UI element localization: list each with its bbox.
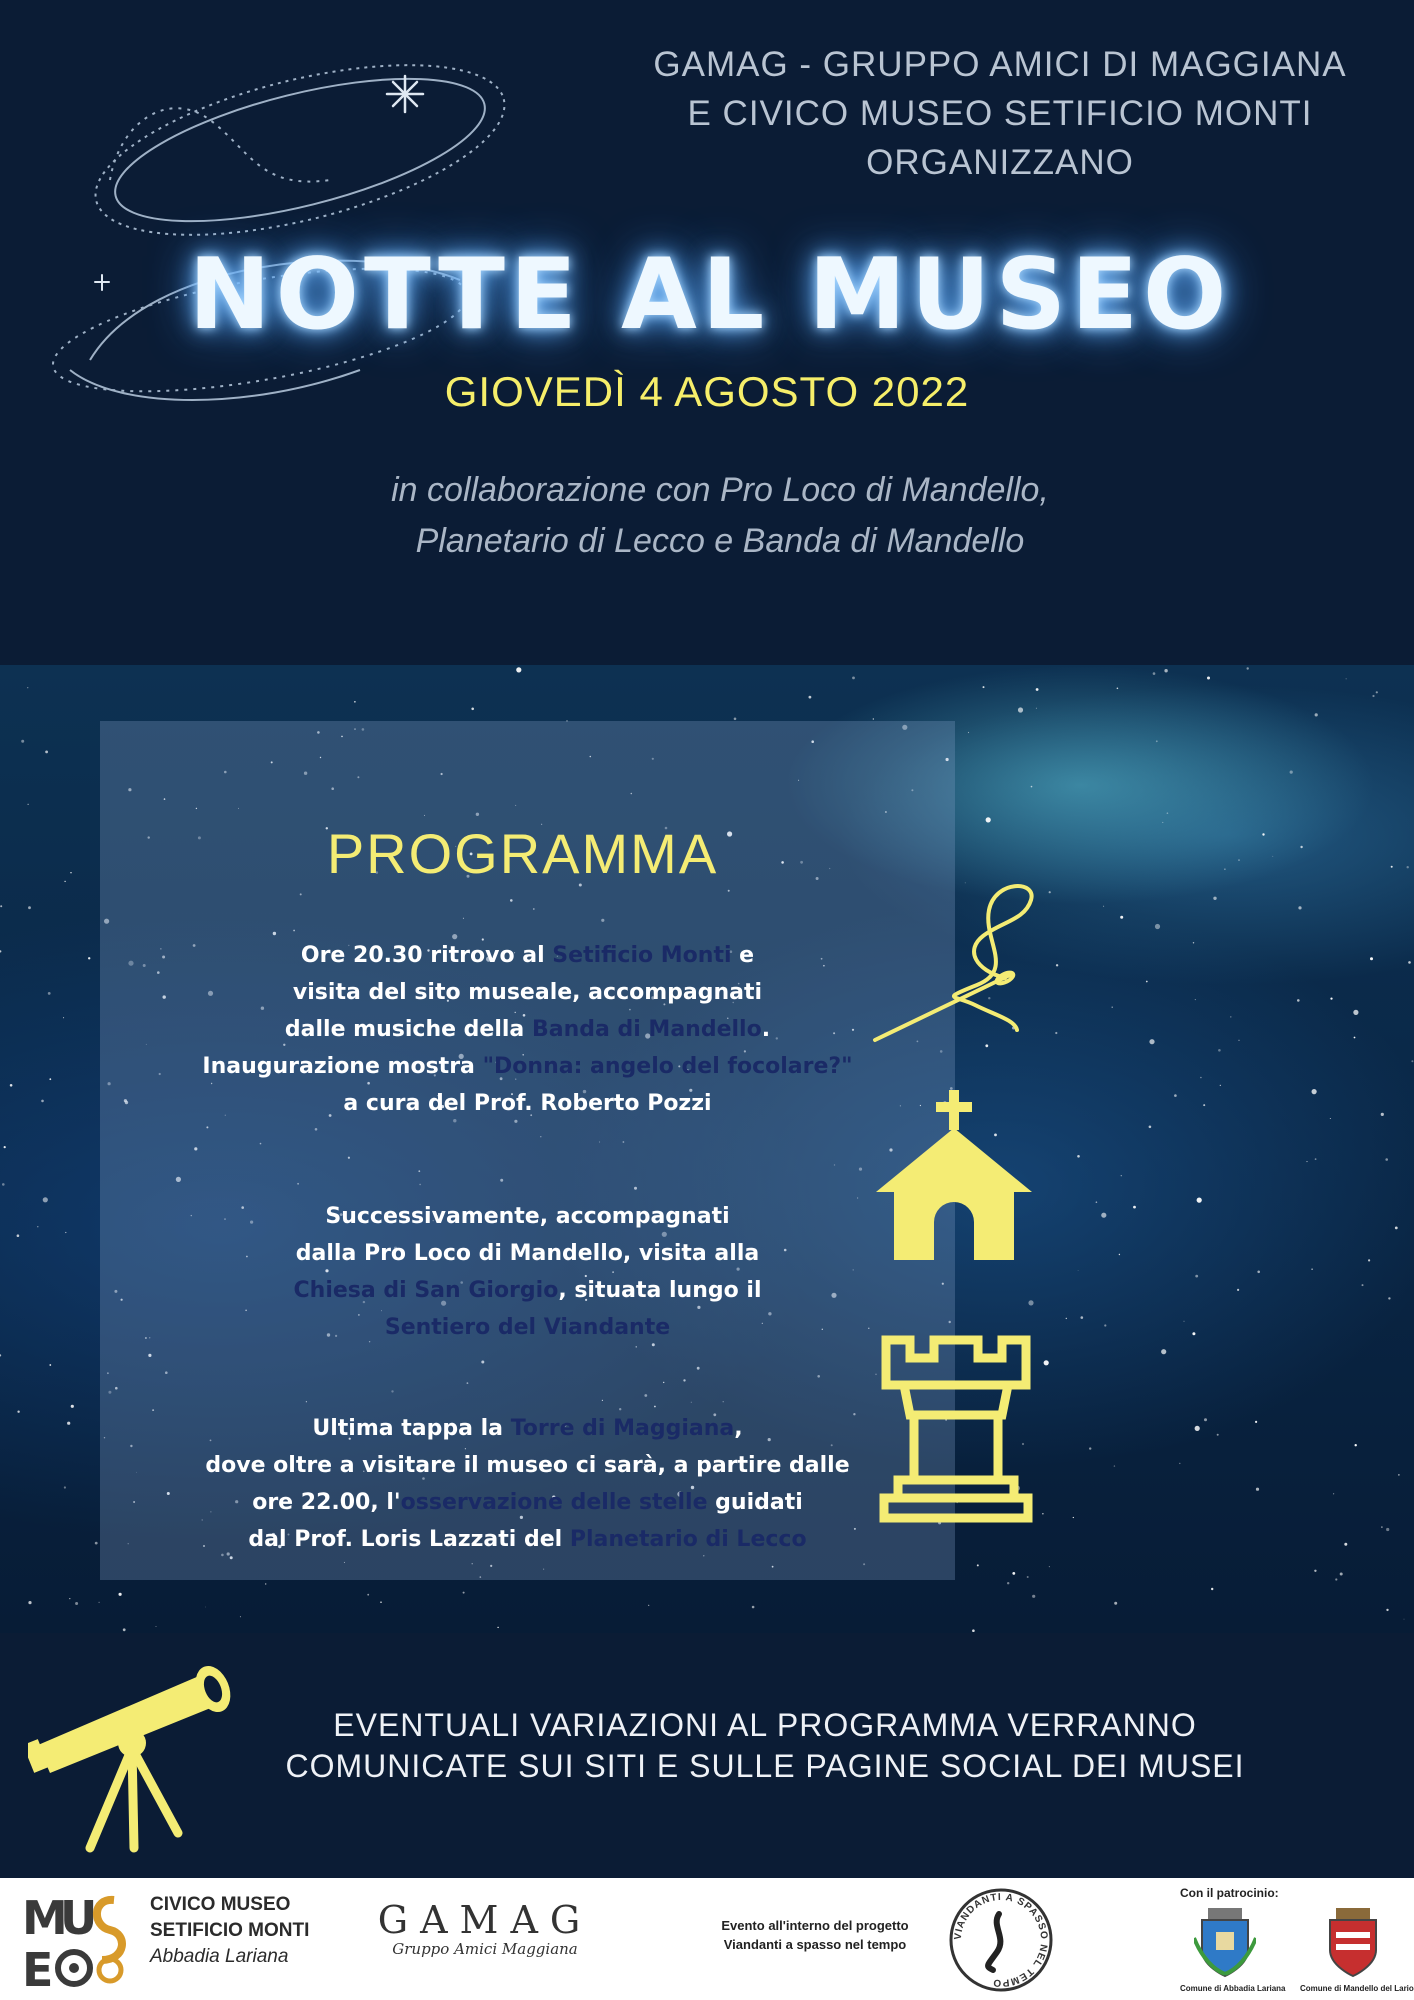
highlight-chiesa-san-giorgio: Chiesa di San Giorgio: [293, 1278, 559, 1303]
footer-logos: [0, 1878, 1414, 2000]
program-text: a cura del Prof. Roberto Pozzi: [343, 1091, 712, 1116]
svg-text:E: E: [22, 1943, 54, 1990]
collaboration-text: [0, 465, 1414, 567]
program-item-torre: [90, 1410, 965, 1558]
museo-name-line-2: SETIFICIO MONTI: [150, 1920, 310, 1941]
needle-thread-icon: [865, 880, 1045, 1045]
highlight-exhibition-title: "Donna: angelo del focolare?": [482, 1054, 853, 1079]
svg-text:U: U: [60, 1891, 98, 1945]
comune-mandello-label: Comune di Mandello del Lario: [1300, 1984, 1414, 1993]
program-text: visita del sito museale, accompagnati: [292, 980, 763, 1005]
event-title: NOTTE AL MUSEO: [188, 238, 1232, 352]
comune-abbadia-label: Comune di Abbadia Lariana: [1180, 1984, 1286, 1993]
museo-name-line-3: Abbadia Lariana: [150, 1946, 289, 1967]
highlight-sentiero-viandante: Sentiero del Viandante: [384, 1315, 671, 1340]
program-text: dalla Pro Loco di Mandello, visita alla: [295, 1241, 760, 1266]
notice-line-1: EVENTUALI VARIAZIONI AL PROGRAMMA VERRANNO: [333, 1707, 1197, 1743]
svg-text:M: M: [22, 1891, 68, 1945]
collaboration-line-1: in collaborazione con Pro Loco di Mandello,: [391, 471, 1049, 509]
program-text: guidati: [707, 1490, 803, 1515]
gamag-wordmark: GAMAG: [377, 1898, 593, 1942]
program-text: Ultima tappa la: [312, 1416, 511, 1441]
program-text: Successivamente, accompagnati: [325, 1204, 730, 1229]
program-text: , situata lungo il: [558, 1278, 762, 1303]
program-title: PROGRAMMA: [326, 822, 719, 885]
event-date: GIOVEDÌ 4 AGOSTO 2022: [444, 368, 970, 415]
program-text: dal Prof. Loris Lazzati del: [248, 1527, 570, 1552]
program-text: .: [761, 1017, 771, 1042]
tower-icon: [876, 1330, 1036, 1525]
organizers-line-1: GAMAG - GRUPPO AMICI DI MAGGIANA: [653, 45, 1347, 84]
mandello-crest-icon: [1322, 1908, 1384, 1978]
highlight-planetario-lecco: Planetario di Lecco: [569, 1527, 807, 1552]
header-section: [0, 0, 1414, 665]
program-item-setificio: [90, 937, 965, 1122]
organizers-line-3: ORGANIZZANO: [866, 143, 1134, 182]
telescope-icon: [28, 1653, 248, 1853]
collaboration-line-2: Planetario di Lecco e Banda di Mandello: [415, 522, 1025, 560]
highlight-torre-maggiana: Torre di Maggiana: [510, 1416, 735, 1441]
highlight-banda-mandello: Banda di Mandello: [531, 1017, 762, 1042]
program-section: [0, 665, 1414, 1633]
notice-line-2: COMUNICATE SUI SITI E SULLE PAGINE SOCIAL DEI MUSEI: [285, 1748, 1245, 1784]
program-text: Inaugurazione mostra: [202, 1054, 483, 1079]
project-text: [700, 1916, 930, 1954]
highlight-setificio-monti: Setificio Monti: [552, 943, 732, 968]
notice-text: [225, 1705, 1305, 1787]
program-text: e: [731, 943, 755, 968]
abbadia-crest-icon: [1194, 1908, 1256, 1978]
gamag-subtitle: Gruppo Amici Maggiana: [392, 1940, 578, 1958]
viandanti-logo: [945, 1886, 1057, 1994]
museo-name: [150, 1892, 309, 1970]
museo-logo: [22, 1890, 137, 1990]
patronage-label: Con il patrocinio:: [1180, 1886, 1279, 1900]
project-line-1: Evento all'interno del progetto: [721, 1918, 909, 1933]
program-panel: [100, 721, 955, 1580]
program-text: dalle musiche della: [284, 1017, 532, 1042]
program-text: Ore 20.30 ritrovo al: [300, 943, 553, 968]
program-item-chiesa: [90, 1198, 965, 1346]
church-icon: [872, 1090, 1037, 1265]
organizers-line-2: E CIVICO MUSEO SETIFICIO MONTI: [687, 94, 1313, 133]
notice-section: [0, 1633, 1414, 1878]
organizers-text: [620, 40, 1380, 187]
highlight-osservazione-stelle: osservazione delle stelle: [400, 1490, 708, 1515]
viandanti-logo-text: VIANDANTI A SPASSO NEL TEMPO: [952, 1891, 1050, 1989]
program-text: dove oltre a visitare il museo ci sarà, a partire dalle: [205, 1453, 850, 1478]
gamag-logo: [375, 1898, 595, 1988]
project-line-2: Viandanti a spasso nel tempo: [723, 1937, 907, 1952]
museo-name-line-1: CIVICO MUSEO: [150, 1894, 291, 1915]
program-text: ore 22.00, l': [252, 1490, 401, 1515]
program-text: ,: [734, 1416, 743, 1441]
